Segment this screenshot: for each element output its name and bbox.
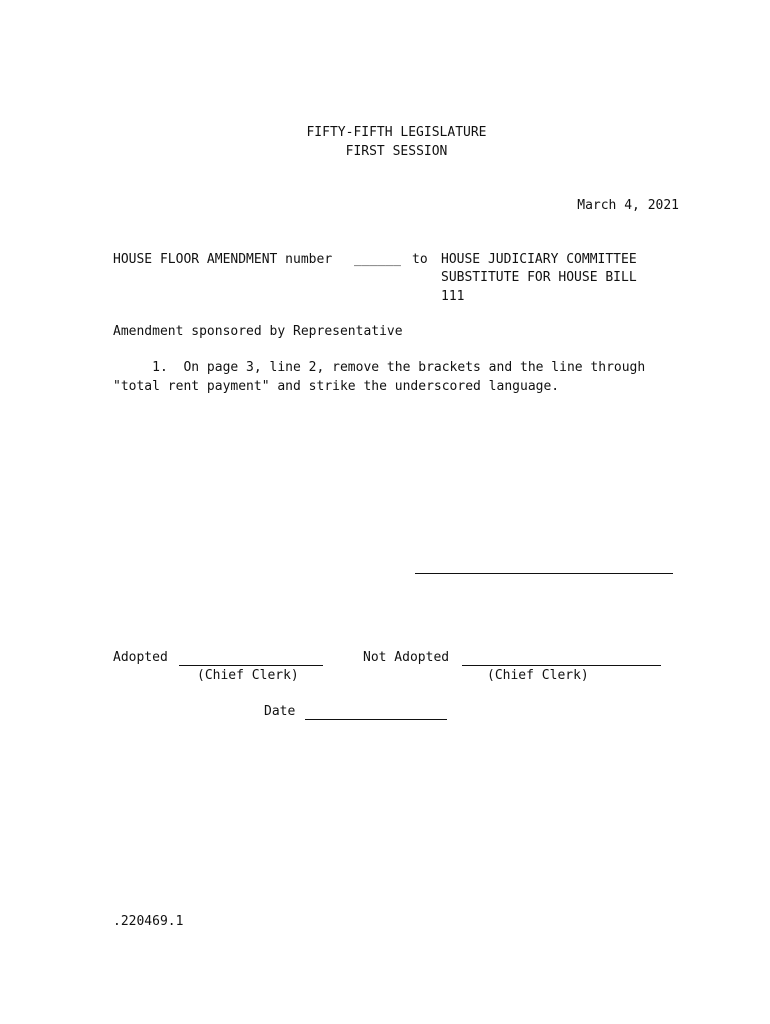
date-signature-line — [305, 719, 447, 720]
adopted-chief-clerk-caption: (Chief Clerk) — [197, 668, 299, 683]
document-date: March 4, 2021 — [577, 198, 679, 213]
amendment-target-line-1: HOUSE JUDICIARY COMMITTEE — [441, 252, 637, 267]
amendment-to-word: to — [412, 252, 428, 267]
session-heading: FIRST SESSION — [345, 144, 448, 159]
instruction-line-2: "total rent payment" and strike the underscored language. — [113, 379, 560, 394]
sponsor-line: Amendment sponsored by Representative — [113, 324, 403, 339]
adopted-label: Adopted — [113, 650, 168, 665]
sponsor-signature-line — [415, 573, 673, 574]
instruction-line-1: 1. On page 3, line 2, remove the brackets and the line through — [113, 360, 646, 375]
date-label: Date — [264, 704, 296, 719]
adopted-signature-line — [179, 665, 323, 666]
amendment-label: HOUSE FLOOR AMENDMENT number — [113, 252, 333, 267]
not-adopted-label: Not Adopted — [363, 650, 450, 665]
not-adopted-chief-clerk-caption: (Chief Clerk) — [487, 668, 589, 683]
amendment-target-line-2: SUBSTITUTE FOR HOUSE BILL — [441, 270, 637, 285]
amendment-number-blank: ______ — [354, 252, 401, 267]
not-adopted-signature-line — [462, 665, 661, 666]
document-code: .220469.1 — [113, 914, 184, 929]
amendment-target-line-3: 111 — [441, 289, 465, 304]
legislature-heading: FIFTY-FIFTH LEGISLATURE — [306, 125, 487, 140]
